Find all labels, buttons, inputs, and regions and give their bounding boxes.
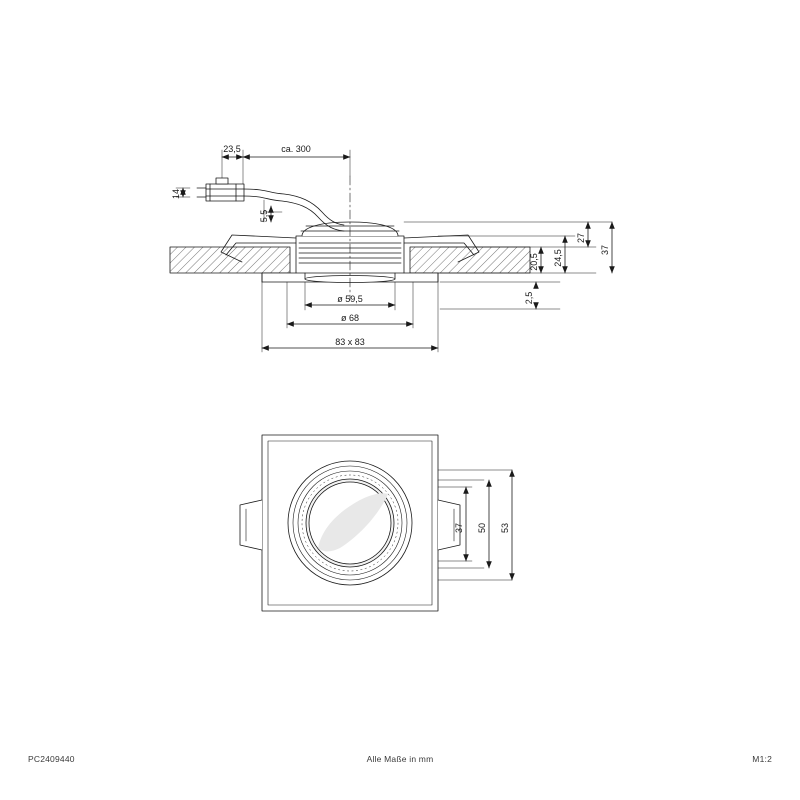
ceiling-slab-right — [410, 247, 530, 273]
dim-label-37: 37 — [600, 244, 610, 256]
dimension-labels-section — [171, 144, 610, 347]
dim-label-24-5: 24,5 — [553, 249, 563, 267]
dim-label-83x83: 83 x 83 — [335, 337, 365, 347]
ceiling-slab-left — [170, 247, 290, 273]
dim-label-diam-59-5: ø 59,5 — [337, 294, 363, 304]
dim-label-front-37: 37 — [454, 522, 464, 534]
dim-label-23-5: 23,5 — [223, 144, 241, 154]
dim-label-20-5: 20,5 — [529, 253, 539, 271]
dim-label-2-5: 2,5 — [524, 291, 534, 305]
article-number: PC2409440 — [28, 754, 75, 764]
units-note: Alle Maße in mm — [366, 754, 434, 764]
cable-connector — [206, 178, 244, 201]
dim-label-5-5: 5,5 — [259, 209, 269, 223]
dim-label-ca-300: ca. 300 — [281, 144, 311, 154]
scale-label: M1:2 — [752, 754, 772, 764]
dim-label-diam-68: ø 68 — [340, 313, 360, 323]
dim-label-27: 27 — [576, 232, 586, 244]
dim-label-front-53: 53 — [500, 522, 510, 534]
sheet-footer — [0, 754, 800, 768]
dimension-labels-front — [454, 523, 510, 533]
connector-pins — [197, 188, 206, 197]
dim-label-front-50: 50 — [477, 522, 487, 534]
dim-label-14: 14 — [171, 188, 181, 200]
